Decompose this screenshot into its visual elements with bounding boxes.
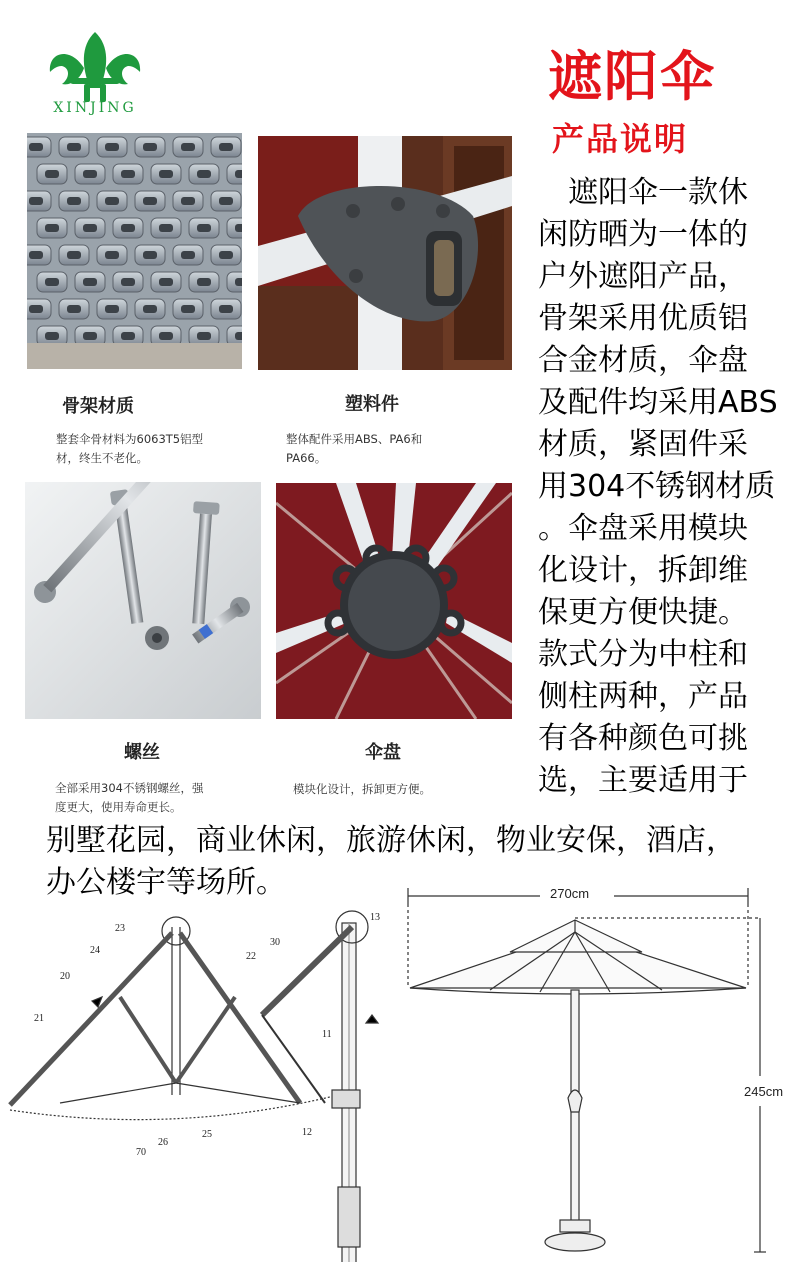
aluminium-profile-hole [143,305,157,313]
feature-description: 整体配件采用ABS、PA6和 PA66。 [286,432,423,465]
aluminium-profile-hole [219,251,233,259]
description-line: 闲防晒为一体的 [538,217,748,252]
aluminium-profile-hole [67,197,81,205]
aluminium-profile-hole [181,197,195,205]
description-line: 骨架采用优质铝 [538,301,748,336]
aluminium-profile-hole [235,224,242,232]
description-line: 户外遮阳产品， [538,259,748,294]
aluminium-profile-hole [105,143,119,151]
part-label: 13 [370,912,380,923]
aluminium-profile-hole [105,305,119,313]
feature-title: 伞盘 [365,742,401,763]
aluminium-profile-hole [83,332,97,340]
aluminium-profile-hole [143,251,157,259]
fleur-logo-icon [40,28,150,104]
page-subtitle: 产品说明 [552,120,689,158]
description-line: 侧柱两种，产品 [538,679,748,714]
aluminium-profile-hole [67,305,81,313]
part-label: 22 [246,951,256,962]
aluminium-profile-hole [143,197,157,205]
aluminium-profile-hole [45,278,59,286]
description-line: 别墅花园，商业休闲，旅游休闲，物业安保，酒店， [46,823,736,858]
part-label: 23 [115,923,125,934]
aluminium-profile-hole [159,278,173,286]
feature-description: 整套伞骨材料为6063T5铝型 材，终生不老化。 [56,432,204,465]
aluminium-profile-hole [197,332,211,340]
plastic-part-photo [258,136,512,370]
aluminium-profile-hole [29,305,43,313]
feature-title: 骨架材质 [62,396,134,417]
aluminium-profile-hole [235,170,242,178]
width-dimension-label: 270cm [550,886,590,901]
aluminium-profile-hole [45,224,59,232]
description-line: 保更方便快捷。 [538,595,748,630]
feature-description: 模块化设计，拆卸更方便。 [293,782,431,796]
aluminium-profile-hole [197,224,211,232]
part-label: 30 [270,937,280,948]
aluminium-profile-hole [83,170,97,178]
aluminium-profile-hole [45,332,59,340]
height-dimension-label: 245cm [744,1084,784,1099]
part-label: 11 [322,1029,332,1040]
aluminium-profile-hole [29,197,43,205]
aluminium-profile-hole [121,170,135,178]
description-line: 材质，紧固件采 [538,427,748,462]
part-label: 21 [34,1013,44,1024]
page-title: 遮阳伞 [548,44,716,108]
aluminium-profile-hole [197,170,211,178]
aluminium-profile-hole [121,332,135,340]
aluminium-profile-hole [181,143,195,151]
description-line: 及配件均采用ABS [538,385,778,420]
aluminium-profile-hole [197,278,211,286]
side-pole-diagram [0,905,400,1262]
feature-title: 塑料件 [345,394,399,415]
description-line: 款式分为中柱和 [538,637,748,672]
product-description-column [538,172,778,802]
aluminium-profile-hole [219,305,233,313]
description-line: 。伞盘采用模块 [538,511,748,546]
aluminium-profile-hole [121,278,135,286]
part-label: 25 [202,1129,212,1140]
aluminium-profile-hole [67,143,81,151]
aluminium-profile-hole [181,251,195,259]
aluminium-profile-hole [219,197,233,205]
part-label: 26 [158,1137,168,1148]
aluminium-profile-hole [121,224,135,232]
frame-material-photo [27,133,242,369]
aluminium-profile-hole [45,170,59,178]
feature-title: 螺丝 [124,742,160,763]
aluminium-profile-hole [235,278,242,286]
brand-name: XINJING [53,100,137,116]
aluminium-profile-hole [29,251,43,259]
part-label: 70 [136,1147,146,1158]
screws-photo [25,482,261,719]
description-line: 合金材质，伞盘 [538,343,748,378]
description-line: 有各种颜色可挑 [538,721,748,756]
aluminium-profile-hole [235,332,242,340]
aluminium-profile-hole [219,143,233,151]
aluminium-profile-hole [29,143,43,151]
umbrella-hub-photo [276,483,512,719]
aluminium-profile-hole [159,332,173,340]
description-line: 用304不锈钢材质 [538,469,776,504]
center-pole-dimension-diagram [400,880,800,1262]
aluminium-profile-hole [83,278,97,286]
feature-description: 全部采用304不锈钢螺丝，强 度更大，使用寿命更长。 [55,781,204,814]
aluminium-profile-hole [105,197,119,205]
description-line: 选，主要适用于 [538,763,748,798]
part-label: 24 [90,945,100,956]
aluminium-profile-hole [67,251,81,259]
aluminium-profile-hole [83,224,97,232]
aluminium-profile-hole [159,170,173,178]
aluminium-profile-hole [181,305,195,313]
aluminium-profile-hole [105,251,119,259]
description-line: 办公楼宇等场所。 [46,865,286,900]
part-label: 12 [302,1127,312,1138]
aluminium-profile-hole [143,143,157,151]
part-label: 20 [60,971,70,982]
description-line: 遮阳伞一款休 [538,175,748,210]
description-line: 化设计，拆卸维 [538,553,748,588]
aluminium-profile-hole [159,224,173,232]
